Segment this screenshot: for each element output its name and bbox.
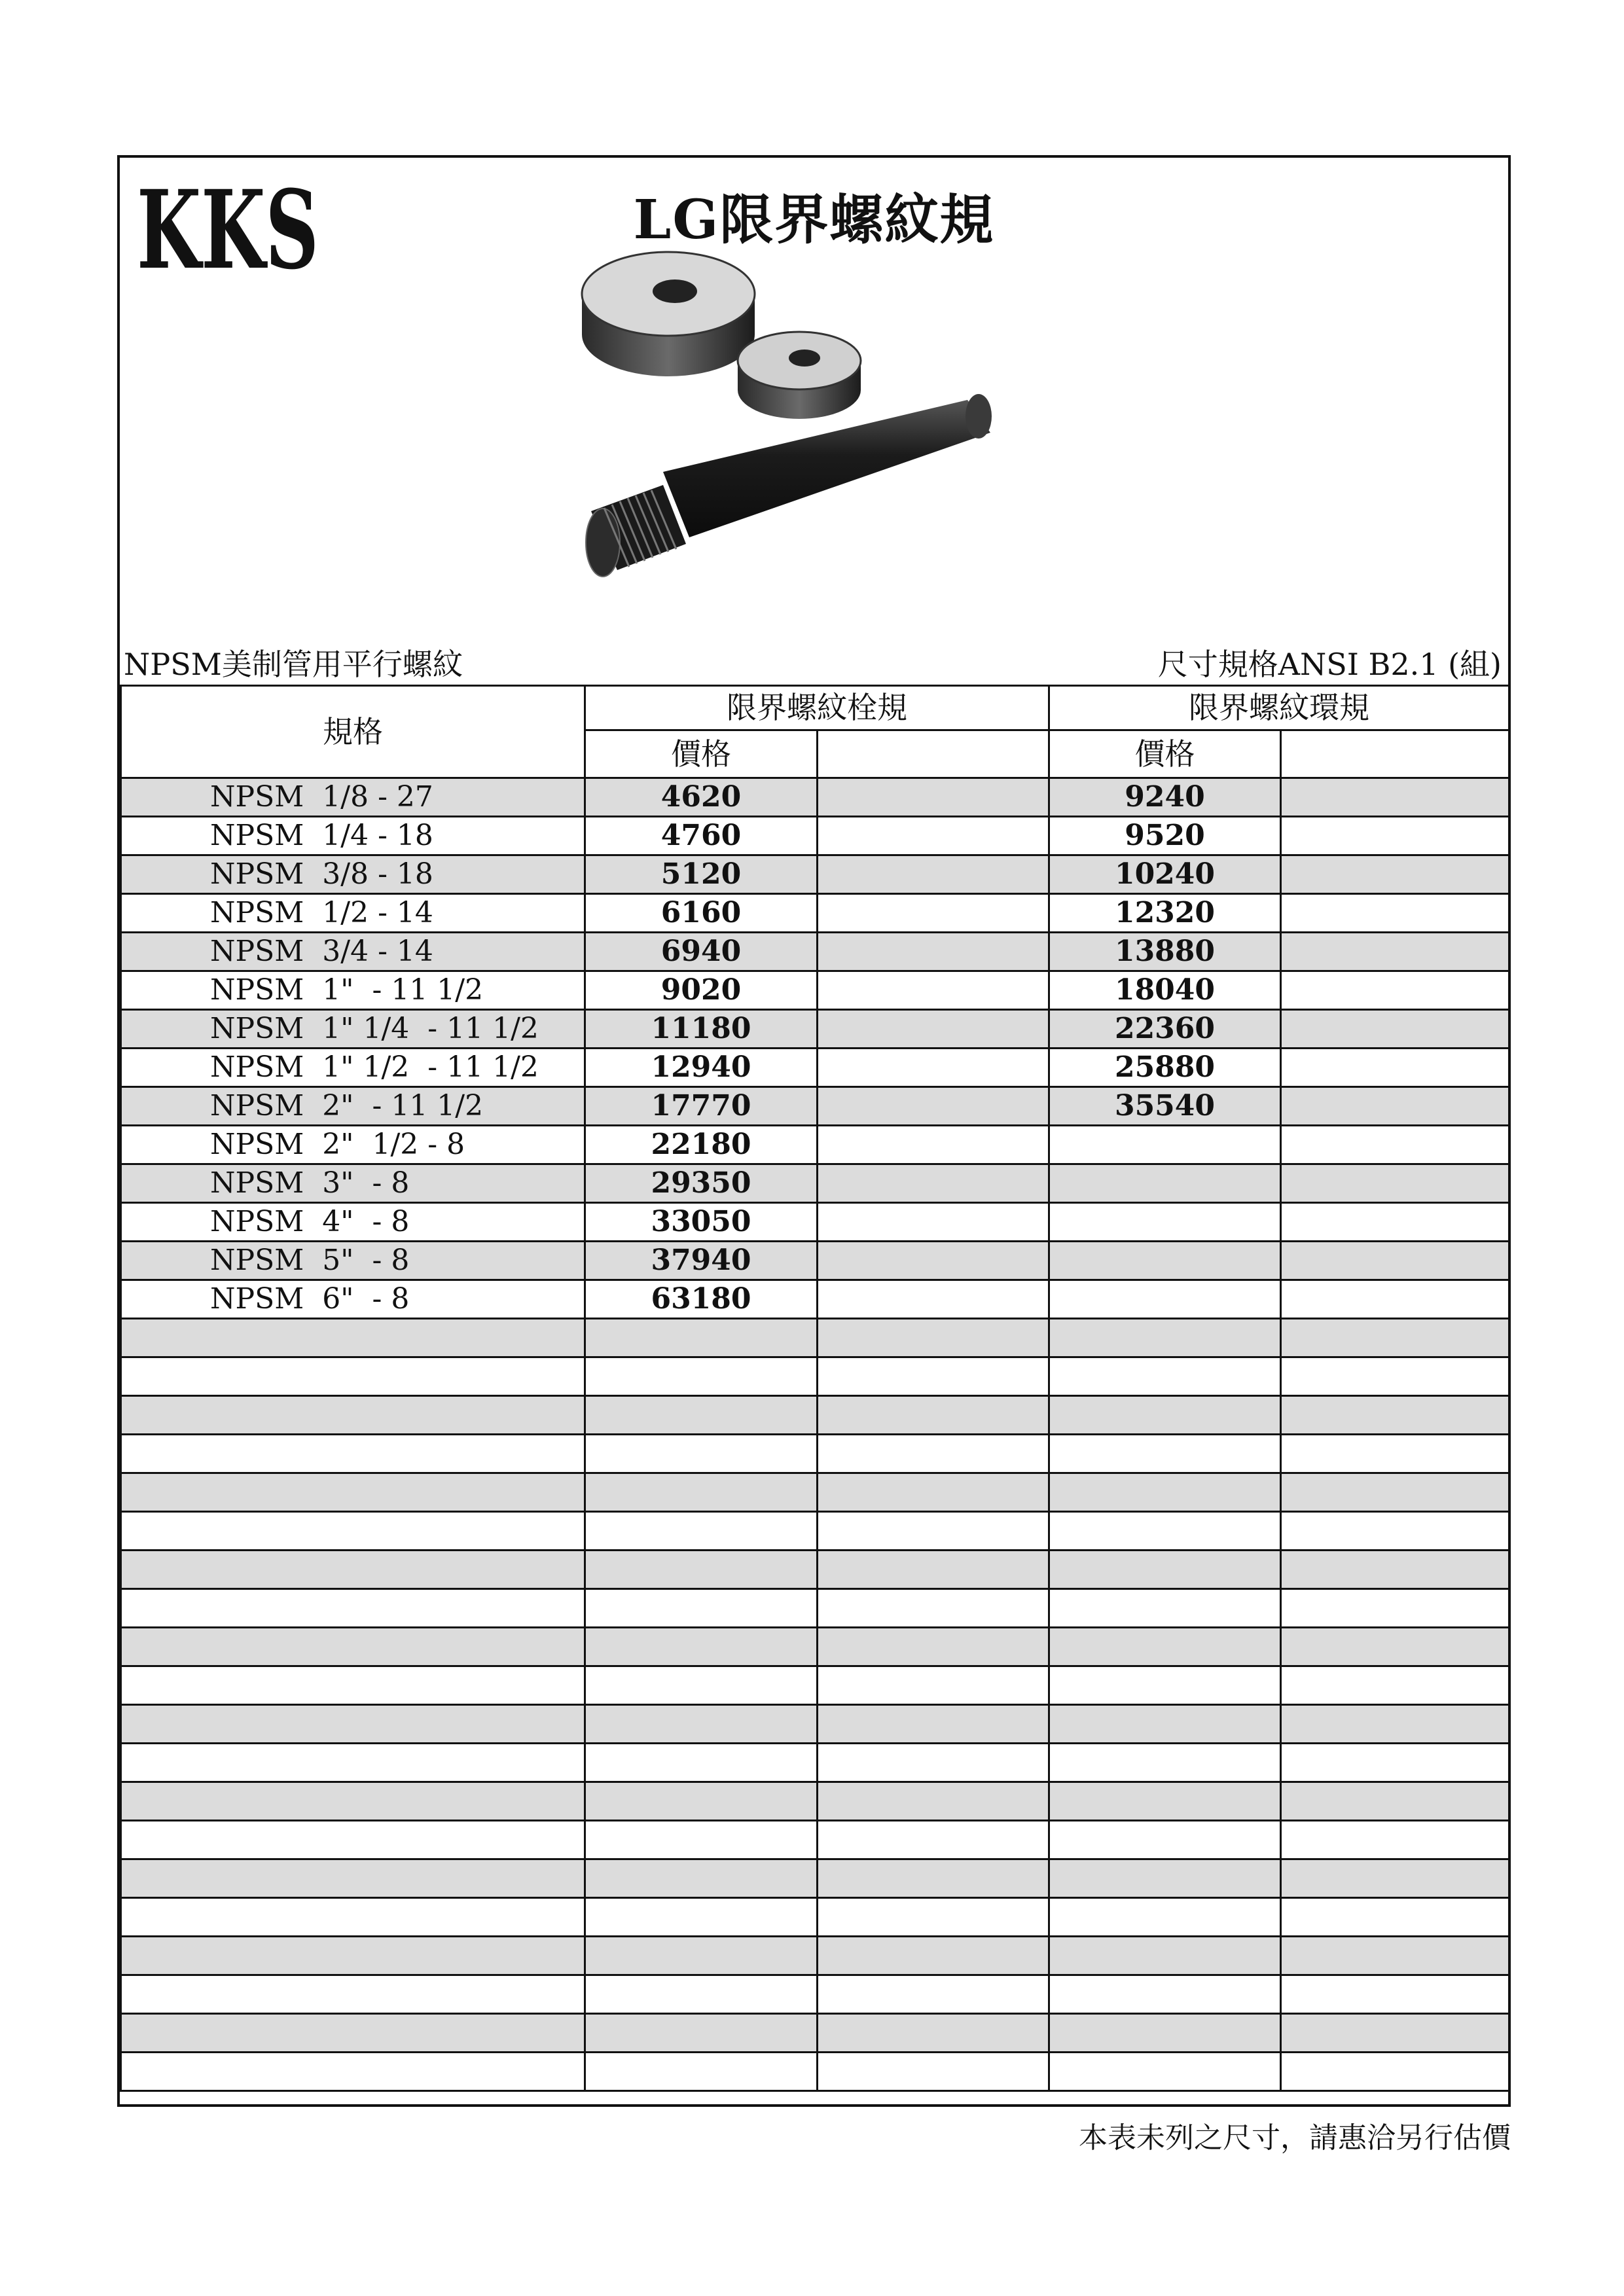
spec-cell: NPSM 6" - 8 xyxy=(121,1280,585,1319)
table-row xyxy=(121,1435,1509,1473)
ring-price-cell xyxy=(1049,1551,1281,1589)
plug-price-cell: 37940 xyxy=(585,1242,818,1280)
ring-extra-cell xyxy=(1281,855,1509,894)
ring-extra-cell xyxy=(1281,1512,1509,1551)
ring-price-cell: 25880 xyxy=(1049,1049,1281,1087)
plug-price-cell xyxy=(585,2014,818,2053)
plug-extra-cell xyxy=(818,2014,1049,2053)
ring-price-cell xyxy=(1049,1782,1281,1821)
spec-column-header: 規格 xyxy=(121,686,585,778)
table-row xyxy=(121,817,1509,855)
plug-price-cell xyxy=(585,1821,818,1859)
spec-cell xyxy=(121,1512,585,1551)
plug-price-cell: 4760 xyxy=(585,817,818,855)
plug-extra-cell xyxy=(818,1898,1049,1937)
table-row xyxy=(121,1975,1509,2014)
table-row xyxy=(121,855,1509,894)
plug-price-cell xyxy=(585,1473,818,1512)
table-row xyxy=(121,1242,1509,1280)
spec-cell xyxy=(121,1396,585,1435)
plug-extra-cell xyxy=(818,1975,1049,2014)
spec-cell xyxy=(121,1628,585,1666)
ring-price-cell: 10240 xyxy=(1049,855,1281,894)
spec-cell: NPSM 1/8 - 27 xyxy=(121,778,585,817)
ring-extra-cell xyxy=(1281,1859,1509,1898)
plug-price-header: 價格 xyxy=(585,730,818,778)
plug-price-cell xyxy=(585,1319,818,1357)
table-row xyxy=(121,1551,1509,1589)
ring-extra-cell xyxy=(1281,1898,1509,1937)
plug-price-cell: 29350 xyxy=(585,1164,818,1203)
plug-extra-cell xyxy=(818,1164,1049,1203)
ring-price-cell xyxy=(1049,2053,1281,2091)
ring-extra-cell xyxy=(1281,1628,1509,1666)
ring-extra-cell xyxy=(1281,894,1509,933)
plug-extra-cell xyxy=(818,778,1049,817)
spec-cell xyxy=(121,1666,585,1705)
table-row xyxy=(121,2053,1509,2091)
spec-cell: NPSM 5" - 8 xyxy=(121,1242,585,1280)
ring-price-cell xyxy=(1049,1666,1281,1705)
table-row xyxy=(121,2014,1509,2053)
ring-price-cell: 12320 xyxy=(1049,894,1281,933)
table-row xyxy=(121,1357,1509,1396)
ring-price-cell xyxy=(1049,1435,1281,1473)
ring-price-cell xyxy=(1049,1512,1281,1551)
ring-extra-cell xyxy=(1281,1782,1509,1821)
spec-cell xyxy=(121,1435,585,1473)
table-row xyxy=(121,1010,1509,1049)
price-table-body xyxy=(121,686,1509,2091)
spec-cell: NPSM 3/4 - 14 xyxy=(121,933,585,971)
table-row xyxy=(121,1319,1509,1357)
plug-price-cell xyxy=(585,1898,818,1937)
plug-extra-cell xyxy=(818,1473,1049,1512)
svg-text:KKS: KKS xyxy=(137,166,319,293)
spec-cell: NPSM 3/8 - 18 xyxy=(121,855,585,894)
table-row xyxy=(121,1937,1509,1975)
spec-cell xyxy=(121,1937,585,1975)
ring-price-cell xyxy=(1049,1203,1281,1242)
ring-price-cell xyxy=(1049,1937,1281,1975)
table-row xyxy=(121,1859,1509,1898)
plug-extra-cell xyxy=(818,855,1049,894)
table-row xyxy=(121,778,1509,817)
spec-cell: NPSM 2" 1/2 - 8 xyxy=(121,1126,585,1164)
ring-extra-cell xyxy=(1281,1589,1509,1628)
ring-extra-cell xyxy=(1281,1435,1509,1473)
table-row xyxy=(121,1203,1509,1242)
plug-price-cell xyxy=(585,1396,818,1435)
footnote: 本表未列之尺寸，請惠洽另行估價 xyxy=(1079,2121,1511,2155)
table-row xyxy=(121,1473,1509,1512)
plug-extra-cell xyxy=(818,1744,1049,1782)
ring-price-cell: 9240 xyxy=(1049,778,1281,817)
plug-extra-cell xyxy=(818,1319,1049,1357)
table-row xyxy=(121,1396,1509,1435)
thread-gauge-photo xyxy=(565,236,1056,649)
plug-price-cell: 6940 xyxy=(585,933,818,971)
plug-extra-cell xyxy=(818,1203,1049,1242)
catalog-frame xyxy=(117,155,1511,2107)
spec-cell xyxy=(121,1859,585,1898)
plug-extra-cell xyxy=(818,1782,1049,1821)
ring-extra-cell xyxy=(1281,1242,1509,1280)
spec-standard-label: 尺寸規格ANSI B2.1 (組) xyxy=(1157,647,1502,682)
ring-extra-cell xyxy=(1281,1357,1509,1396)
plug-price-cell xyxy=(585,1937,818,1975)
plug-price-cell: 33050 xyxy=(585,1203,818,1242)
table-row xyxy=(121,1898,1509,1937)
ring-extra-cell xyxy=(1281,1396,1509,1435)
spec-cell: NPSM 4" - 8 xyxy=(121,1203,585,1242)
table-row xyxy=(121,1782,1509,1821)
plug-price-cell xyxy=(585,1435,818,1473)
ring-price-cell xyxy=(1049,1898,1281,1937)
ring-price-cell xyxy=(1049,1975,1281,2014)
plug-price-cell xyxy=(585,1512,818,1551)
plug-extra-cell xyxy=(818,1512,1049,1551)
price-table xyxy=(120,685,1510,2092)
plug-extra-cell xyxy=(818,1589,1049,1628)
plug-gauge-header: 限界螺紋栓規 xyxy=(585,686,1049,730)
plug-price-cell xyxy=(585,1357,818,1396)
plug-extra-cell xyxy=(818,1280,1049,1319)
ring-price-cell xyxy=(1049,1357,1281,1396)
ring-price-cell xyxy=(1049,1126,1281,1164)
table-row xyxy=(121,1744,1509,1782)
plug-price-cell: 22180 xyxy=(585,1126,818,1164)
spec-cell: NPSM 1/4 - 18 xyxy=(121,817,585,855)
plug-price-cell: 12940 xyxy=(585,1049,818,1087)
ring-extra-cell xyxy=(1281,1280,1509,1319)
plug-price-cell xyxy=(585,1782,818,1821)
ring-price-cell xyxy=(1049,1242,1281,1280)
plug-price-cell xyxy=(585,2053,818,2091)
plug-extra-cell xyxy=(818,1435,1049,1473)
spec-cell xyxy=(121,1551,585,1589)
plug-price-cell: 5120 xyxy=(585,855,818,894)
spec-cell: NPSM 2" - 11 1/2 xyxy=(121,1087,585,1126)
ring-price-cell xyxy=(1049,1319,1281,1357)
plug-price-cell xyxy=(585,1859,818,1898)
plug-price-cell: 6160 xyxy=(585,894,818,933)
table-row xyxy=(121,971,1509,1010)
ring-extra-cell xyxy=(1281,1319,1509,1357)
ring-price-header: 價格 xyxy=(1049,730,1281,778)
plug-extra-cell xyxy=(818,933,1049,971)
table-row xyxy=(121,1628,1509,1666)
ring-price-cell xyxy=(1049,1396,1281,1435)
ring-extra-cell xyxy=(1281,971,1509,1010)
spec-cell xyxy=(121,1744,585,1782)
table-row xyxy=(121,1666,1509,1705)
table-row xyxy=(121,1087,1509,1126)
ring-extra-cell xyxy=(1281,933,1509,971)
ring-extra-cell xyxy=(1281,817,1509,855)
table-row xyxy=(121,933,1509,971)
plug-extra-cell xyxy=(818,1937,1049,1975)
plug-price-cell: 11180 xyxy=(585,1010,818,1049)
ring-price-cell: 35540 xyxy=(1049,1087,1281,1126)
ring-extra-cell xyxy=(1281,1126,1509,1164)
plug-extra-cell xyxy=(818,1705,1049,1744)
spec-cell xyxy=(121,2053,585,2091)
plug-extra-cell xyxy=(818,1010,1049,1049)
table-row xyxy=(121,1126,1509,1164)
thread-standard-label: NPSM美制管用平行螺紋 xyxy=(124,647,463,682)
spec-cell: NPSM 1" 1/2 - 11 1/2 xyxy=(121,1049,585,1087)
plug-extra-cell xyxy=(818,817,1049,855)
plug-extra-cell xyxy=(818,1087,1049,1126)
spec-cell xyxy=(121,1473,585,1512)
ring-extra-cell xyxy=(1281,1551,1509,1589)
ring-price-cell xyxy=(1049,1280,1281,1319)
spec-cell xyxy=(121,1821,585,1859)
ring-price-cell xyxy=(1049,1589,1281,1628)
table-row xyxy=(121,1049,1509,1087)
ring-extra-cell xyxy=(1281,2053,1509,2091)
plug-extra-cell xyxy=(818,1396,1049,1435)
ring-blank-header xyxy=(1281,730,1509,778)
plug-price-cell: 9020 xyxy=(585,971,818,1010)
ring-price-cell: 22360 xyxy=(1049,1010,1281,1049)
plug-extra-cell xyxy=(818,2053,1049,2091)
plug-blank-header xyxy=(818,730,1049,778)
plug-extra-cell xyxy=(818,1859,1049,1898)
plug-price-cell: 4620 xyxy=(585,778,818,817)
plug-extra-cell xyxy=(818,1049,1049,1087)
spec-cell xyxy=(121,1357,585,1396)
ring-extra-cell xyxy=(1281,1744,1509,1782)
ring-price-cell xyxy=(1049,1744,1281,1782)
table-row xyxy=(121,1280,1509,1319)
plug-price-cell xyxy=(585,1589,818,1628)
plug-price-cell xyxy=(585,1666,818,1705)
ring-extra-cell xyxy=(1281,1975,1509,2014)
ring-extra-cell xyxy=(1281,1087,1509,1126)
page-title: LG限界螺紋規 xyxy=(633,188,995,251)
ring-extra-cell xyxy=(1281,1473,1509,1512)
table-row xyxy=(121,894,1509,933)
ring-price-cell xyxy=(1049,1628,1281,1666)
spec-cell: NPSM 1" - 11 1/2 xyxy=(121,971,585,1010)
ring-extra-cell xyxy=(1281,2014,1509,2053)
plug-price-cell: 17770 xyxy=(585,1087,818,1126)
plug-price-cell xyxy=(585,1744,818,1782)
plug-price-cell xyxy=(585,1975,818,2014)
table-row xyxy=(121,1512,1509,1551)
table-row xyxy=(121,1821,1509,1859)
ring-extra-cell xyxy=(1281,1937,1509,1975)
table-row xyxy=(121,1589,1509,1628)
ring-extra-cell xyxy=(1281,1821,1509,1859)
plug-extra-cell xyxy=(818,894,1049,933)
spec-cell xyxy=(121,1898,585,1937)
table-header-row xyxy=(121,686,1509,730)
spec-cell xyxy=(121,1589,585,1628)
plug-extra-cell xyxy=(818,1821,1049,1859)
plug-price-cell: 63180 xyxy=(585,1280,818,1319)
spec-cell xyxy=(121,1975,585,2014)
plug-price-cell xyxy=(585,1705,818,1744)
ring-extra-cell xyxy=(1281,1164,1509,1203)
ring-extra-cell xyxy=(1281,1010,1509,1049)
ring-extra-cell xyxy=(1281,1203,1509,1242)
ring-price-cell xyxy=(1049,1705,1281,1744)
table-row xyxy=(121,1705,1509,1744)
plug-extra-cell xyxy=(818,1126,1049,1164)
spec-cell xyxy=(121,1782,585,1821)
ring-price-cell: 13880 xyxy=(1049,933,1281,971)
plug-extra-cell xyxy=(818,1357,1049,1396)
plug-extra-cell xyxy=(818,1242,1049,1280)
ring-extra-cell xyxy=(1281,1666,1509,1705)
plug-price-cell xyxy=(585,1628,818,1666)
table-row xyxy=(121,1164,1509,1203)
ring-extra-cell xyxy=(1281,1705,1509,1744)
ring-price-cell: 9520 xyxy=(1049,817,1281,855)
spec-cell xyxy=(121,1319,585,1357)
ring-price-cell xyxy=(1049,1473,1281,1512)
spec-cell: NPSM 1/2 - 14 xyxy=(121,894,585,933)
ring-price-cell xyxy=(1049,1859,1281,1898)
ring-gauge-header: 限界螺紋環規 xyxy=(1049,686,1509,730)
spec-cell xyxy=(121,2014,585,2053)
spec-cell: NPSM 3" - 8 xyxy=(121,1164,585,1203)
plug-price-cell xyxy=(585,1551,818,1589)
plug-extra-cell xyxy=(818,1666,1049,1705)
plug-extra-cell xyxy=(818,971,1049,1010)
ring-price-cell xyxy=(1049,2014,1281,2053)
plug-extra-cell xyxy=(818,1628,1049,1666)
plug-extra-cell xyxy=(818,1551,1049,1589)
spec-cell: NPSM 1" 1/4 - 11 1/2 xyxy=(121,1010,585,1049)
ring-price-cell xyxy=(1049,1164,1281,1203)
ring-extra-cell xyxy=(1281,1049,1509,1087)
ring-extra-cell xyxy=(1281,778,1509,817)
ring-price-cell: 18040 xyxy=(1049,971,1281,1010)
ring-price-cell xyxy=(1049,1821,1281,1859)
spec-cell xyxy=(121,1705,585,1744)
